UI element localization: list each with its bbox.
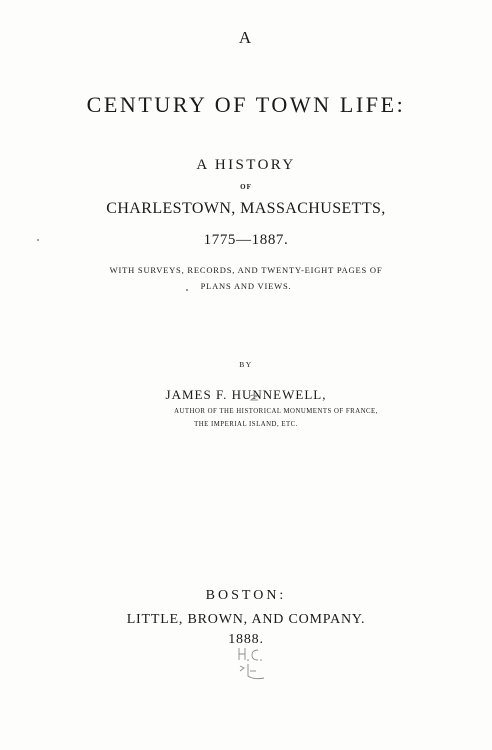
handwritten-mark-icon bbox=[234, 644, 270, 686]
publisher-name: LITTLE, BROWN, AND COMPANY. bbox=[126, 612, 366, 627]
by-label: BY bbox=[239, 360, 253, 369]
description-line-2: PLANS AND VIEWS. bbox=[200, 281, 292, 291]
author-name: JAMES F. HUNNEWELL, bbox=[165, 387, 327, 402]
title-article: A bbox=[238, 28, 254, 47]
book-title: CENTURY OF TOWN LIFE: bbox=[86, 92, 406, 117]
publication-city: BOSTON: bbox=[205, 588, 287, 603]
place-name: CHARLESTOWN, MASSACHUSETTS, bbox=[106, 200, 386, 217]
date-range: 1775—1887. bbox=[203, 232, 289, 248]
book-subtitle: A HISTORY bbox=[196, 157, 296, 173]
paper-speck bbox=[37, 239, 39, 241]
pencil-mark-icon bbox=[249, 394, 259, 402]
description-line-1: WITH SURVEYS, RECORDS, AND TWENTY-EIGHT PAGES OF bbox=[109, 265, 383, 275]
author-credentials-line-2: THE IMPERIAL ISLAND, ETC. bbox=[194, 421, 298, 428]
author-credentials-line-1: AUTHOR OF THE HISTORICAL MONUMENTS OF FRANCE, bbox=[174, 408, 378, 415]
publication-year: 1888. bbox=[228, 632, 264, 647]
paper-speck bbox=[186, 289, 188, 291]
subtitle-connector: OF bbox=[240, 183, 252, 191]
